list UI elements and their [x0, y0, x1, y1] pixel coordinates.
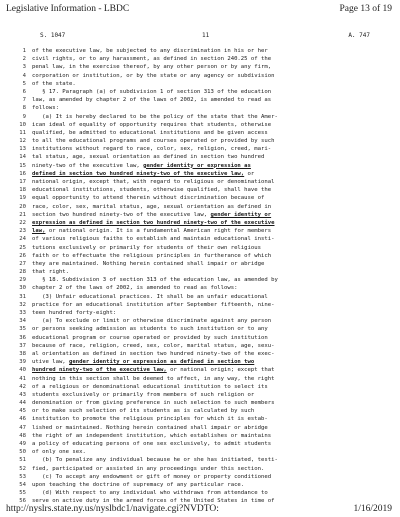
line-number: 48 — [19, 432, 26, 439]
text-line — [10, 399, 392, 407]
line-number: 19 — [19, 195, 26, 202]
line-text-segment: (d) With respect to any individual who withdraws from attendance to — [32, 490, 268, 497]
line-text — [32, 194, 392, 202]
text-line — [10, 113, 392, 121]
line-number: 8 — [22, 105, 26, 112]
line-text — [32, 456, 392, 464]
line-text — [32, 88, 392, 96]
text-line — [10, 219, 392, 227]
line-number: 29 — [19, 277, 26, 284]
line-number: 14 — [19, 154, 26, 161]
inserted-text: gender identity or — [210, 211, 272, 218]
text-line — [10, 211, 392, 219]
line-text-segment: of the executive law, be subjected to any discrimination in his or her — [32, 48, 268, 54]
line-text — [32, 162, 392, 170]
line-text — [32, 473, 392, 481]
line-text — [32, 465, 392, 473]
line-number: 43 — [19, 391, 26, 398]
line-text — [32, 293, 392, 301]
line-text-segment: § 17. Paragraph (a) of subdivision 1 of section 313 of the education — [32, 88, 272, 95]
line-text-segment: fied, participated or assisted in any proceedings under this section. — [32, 465, 265, 472]
line-text-segment: of the state. — [32, 80, 76, 87]
line-text — [32, 153, 392, 161]
inserted-text: gender identity or expression as defined in section two — [69, 359, 255, 366]
text-line — [10, 448, 392, 456]
line-text — [32, 481, 392, 489]
inserted-text: defined in section two hundred ninety-two of the executive law, — [32, 170, 245, 177]
line-text — [32, 366, 392, 374]
line-text-segment: or persons seeking admission as students to such institution or to any — [32, 326, 268, 333]
line-text — [32, 80, 392, 88]
line-text — [32, 399, 392, 407]
line-text-segment: (b) To penalize any individual because he or she has initiated, testi- — [32, 457, 278, 464]
line-text — [32, 375, 392, 383]
text-line — [10, 293, 392, 301]
line-number: 21 — [19, 211, 26, 218]
line-text-segment: equal opportunity to attend therein without discrimination because of — [32, 195, 265, 202]
line-text — [32, 178, 392, 186]
text-line — [10, 366, 392, 374]
text-line — [10, 309, 392, 317]
line-text-segment: (a) It is hereby declared to be the policy of the state that the Amer- — [32, 113, 278, 120]
line-text-segment: educational program or course operated or provided by such institution — [32, 334, 268, 341]
page-url: http://nyslrs.state.ny.us/nyslbdc1/navigate.cgi?NVDTO: — [6, 504, 219, 514]
line-text — [32, 334, 392, 342]
text-line — [10, 145, 392, 153]
text-line — [10, 80, 392, 88]
bill-number: S. 1047 — [40, 32, 66, 39]
line-text-segment: (a) To exclude or limit or otherwise discriminate against any person — [32, 318, 272, 325]
print-date: 1/16/2019 — [353, 504, 392, 514]
line-number: 32 — [19, 301, 26, 308]
line-text-segment: denomination or from giving preference in such selection to such members — [32, 400, 275, 407]
text-line — [10, 96, 392, 104]
text-line — [10, 55, 392, 63]
line-text — [32, 415, 392, 423]
text-line — [10, 186, 392, 194]
text-line — [10, 407, 392, 415]
line-text-segment: (c) To accept any endowment or gift of money or property conditioned — [32, 473, 272, 480]
text-line — [10, 350, 392, 358]
line-text — [32, 55, 392, 63]
text-line — [10, 481, 392, 489]
line-text-segment: al orientation as defined in section two hundred ninety-two of the exec- — [32, 350, 275, 357]
line-text — [32, 301, 392, 309]
line-number: 15 — [19, 162, 26, 169]
line-text-segment: race, color, sex, marital status, age, sexual orientation as defined in — [32, 203, 272, 210]
line-text-segment: section two hundred ninety-two of the executive law, — [32, 211, 211, 218]
line-text-segment: qualified, be admitted to educational institutions and be given access — [32, 129, 268, 136]
line-number: 5 — [22, 80, 26, 87]
line-text — [32, 96, 392, 104]
line-text — [32, 113, 392, 121]
line-text — [32, 489, 392, 497]
line-number: 52 — [19, 465, 26, 472]
line-text-segment: national origin, except that, with regard to religious or denominational — [32, 179, 275, 185]
text-line — [10, 276, 392, 284]
line-text — [32, 137, 392, 145]
line-text-segment: law, as amended by chapter 2 of the laws of 2002, is amended to read as — [32, 97, 272, 104]
text-line — [10, 440, 392, 448]
line-number: 13 — [19, 146, 26, 153]
text-line — [10, 194, 392, 202]
line-text-segment: or — [244, 170, 255, 177]
line-number: 38 — [19, 350, 26, 357]
text-line — [10, 301, 392, 309]
line-text-segment: tutions exclusively or primarily for students of their own religious — [32, 244, 262, 251]
line-text-segment: faith or to effectuate the religious principles in furtherance of which — [32, 252, 272, 259]
text-line — [10, 72, 392, 80]
line-text — [32, 203, 392, 211]
line-number: 28 — [19, 269, 26, 276]
line-number: 49 — [19, 441, 26, 447]
line-text — [32, 252, 392, 260]
line-text — [32, 424, 392, 432]
line-number: 36 — [19, 334, 26, 341]
text-line — [10, 268, 392, 276]
text-line — [10, 456, 392, 464]
text-line — [10, 424, 392, 432]
line-text-segment: upon teaching the doctrine of supremacy of any particular race. — [32, 481, 245, 488]
line-text — [32, 448, 392, 456]
line-text — [32, 383, 392, 391]
line-number: 53 — [19, 473, 26, 480]
line-text-segment: that right. — [32, 269, 70, 276]
text-line — [10, 162, 392, 170]
line-text-segment: institutions without regard to race, color, sex, religion, creed, mari- — [32, 146, 272, 153]
line-number: 54 — [19, 481, 26, 488]
line-text — [32, 432, 392, 440]
text-line — [10, 137, 392, 145]
line-text — [32, 276, 392, 284]
bill-text — [10, 47, 392, 506]
text-line — [10, 284, 392, 292]
line-number: 25 — [19, 244, 26, 251]
line-number: 37 — [19, 342, 26, 349]
line-text-segment: practice for an educational institution after September fifteenth, nine- — [32, 301, 275, 308]
bill-header — [40, 31, 370, 41]
line-text-segment: § 18. Subdivision 3 of section 313 of the education law, as amended by — [32, 277, 278, 284]
line-text — [32, 244, 392, 252]
text-line — [10, 383, 392, 391]
line-number: 22 — [19, 219, 26, 226]
text-line — [10, 358, 392, 366]
text-line — [10, 252, 392, 260]
line-text-segment: of only one sex. — [32, 449, 86, 456]
line-text-segment: utive law, — [32, 359, 70, 366]
line-text — [32, 211, 392, 219]
line-number: 6 — [22, 88, 26, 95]
line-text — [32, 317, 392, 325]
line-text — [32, 391, 392, 399]
text-line — [10, 317, 392, 325]
line-number: 27 — [19, 260, 26, 267]
line-text-segment: penal law, in the exercise thereof, by any other person or by any firm, — [32, 64, 272, 71]
line-number: 46 — [19, 416, 26, 423]
line-text — [32, 268, 392, 276]
line-text-segment: students exclusively or primarily from members of such religion or — [32, 391, 255, 398]
text-line — [10, 260, 392, 268]
line-text — [32, 72, 392, 80]
assembly-number: A. 747 — [348, 32, 370, 39]
line-number: 26 — [19, 252, 26, 259]
line-number: 56 — [19, 498, 26, 505]
line-text-segment: they are maintained. Nothing herein contained shall impair or abridge — [32, 260, 265, 267]
source-title: Legislative Information - LBDC — [6, 4, 130, 14]
text-line — [10, 415, 392, 423]
line-text-segment: or national origin; except that — [166, 367, 275, 374]
line-text-segment: educational institutions, students, otherwise qualified, shall have the — [32, 187, 272, 194]
line-text — [32, 325, 392, 333]
line-text-segment: nothing in this section shall be deemed to affect, in any way, the right — [32, 375, 275, 382]
line-number: 7 — [22, 97, 26, 104]
line-number: 31 — [19, 293, 26, 300]
line-text-segment: ican ideal of equality of opportunity requires that students, otherwise — [32, 121, 272, 128]
line-text — [32, 227, 392, 235]
line-number: 12 — [19, 138, 26, 145]
line-text-segment: chapter 2 of the laws of 2002, is amended to read as follows: — [32, 285, 238, 292]
text-line — [10, 432, 392, 440]
line-text — [32, 260, 392, 268]
line-number: 35 — [19, 326, 26, 333]
line-text — [32, 219, 392, 227]
line-text-segment: or national origin. It is a fundamental American right for members — [45, 228, 272, 235]
line-text — [32, 235, 392, 243]
line-text — [32, 104, 392, 112]
text-line — [10, 227, 392, 235]
text-line — [10, 334, 392, 342]
line-number: 44 — [19, 400, 26, 407]
line-number: 23 — [19, 228, 26, 235]
text-line — [10, 47, 392, 55]
line-number: 42 — [19, 383, 26, 390]
text-line — [10, 489, 392, 497]
line-text-segment: follows: — [32, 105, 59, 112]
line-text — [32, 407, 392, 415]
line-number: 3 — [22, 64, 26, 71]
text-line — [10, 153, 392, 161]
line-text-segment: lished or maintained. Nothing herein contained shall impair or abridge — [32, 424, 268, 431]
text-line — [10, 104, 392, 112]
line-text-segment: institution to promote the religious principles for which it is estab- — [32, 416, 268, 423]
line-number: 30 — [19, 285, 26, 292]
inserted-text: hundred ninety-two of the executive law, — [32, 367, 167, 374]
inserted-text: expression as defined in section two hundred ninety-two of the executive — [32, 219, 275, 226]
line-text-segment: corporation or institution, or by the state or any agency or subdivision — [32, 72, 275, 79]
line-text-segment: because of race, religion, creed, sex, color, marital status, age, sexu- — [32, 342, 275, 349]
line-text-segment: or to make such selection of its students as is calculated by such — [32, 408, 255, 415]
line-number: 51 — [19, 457, 26, 464]
line-number: 39 — [19, 359, 26, 366]
line-number: 4 — [22, 72, 26, 79]
bill-page-number: 11 — [202, 32, 210, 39]
inserted-text: law, — [32, 228, 46, 235]
line-text — [32, 440, 392, 448]
line-number: 45 — [19, 408, 26, 415]
line-text-segment: a policy of educating persons of one sex exclusively, to admit students — [32, 441, 272, 447]
line-text-segment: civil rights, or to any harassment, as defined in section 240.25 of the — [32, 56, 272, 63]
text-line — [10, 88, 392, 96]
line-text-segment: ninety-two of the executive law, — [32, 162, 144, 169]
line-number: 34 — [19, 318, 26, 325]
line-text-segment: (3) Unfair educational practices. It shall be an unfair educational — [32, 293, 268, 300]
line-text — [32, 358, 392, 366]
line-number: 50 — [19, 449, 26, 456]
text-line — [10, 244, 392, 252]
line-text-segment: of a religious or denominational educational institution to select its — [32, 383, 268, 390]
inserted-text: gender identity or expression as — [143, 162, 251, 169]
line-number: 18 — [19, 187, 26, 194]
line-number: 9 — [22, 113, 26, 120]
line-number: 41 — [19, 375, 26, 382]
page-counter: Page 13 of 19 — [339, 4, 392, 14]
text-line — [10, 473, 392, 481]
line-text-segment: of various religious faiths to establish and maintain educational insti- — [32, 236, 275, 243]
line-text — [32, 129, 392, 137]
line-number: 47 — [19, 424, 26, 431]
line-number: 55 — [19, 490, 26, 497]
line-text-segment: the right of an independent institution, which establishes or maintains — [32, 432, 272, 439]
text-line — [10, 375, 392, 383]
line-number: 11 — [19, 129, 26, 136]
line-text-segment: to all the educational programs and courses operated or provided by such — [32, 138, 275, 145]
text-line — [10, 170, 392, 178]
text-line — [10, 235, 392, 243]
line-number: 10 — [19, 121, 26, 128]
line-text-segment: serve on active duty in the armed forces of the United States in time of — [32, 498, 275, 505]
line-number: 1 — [22, 48, 26, 54]
text-line — [10, 121, 392, 129]
text-line — [10, 129, 392, 137]
line-number: 2 — [22, 56, 26, 63]
line-number: 33 — [19, 310, 26, 316]
text-line — [10, 342, 392, 350]
line-text — [32, 309, 392, 317]
text-line — [10, 63, 392, 71]
line-number: 16 — [19, 170, 26, 177]
text-line — [10, 391, 392, 399]
line-text — [32, 284, 392, 292]
text-line — [10, 178, 392, 186]
text-line — [10, 325, 392, 333]
text-line — [10, 465, 392, 473]
line-text — [32, 121, 392, 129]
line-text — [32, 350, 392, 358]
line-text-segment: teen hundred forty-eight: — [32, 310, 117, 316]
line-text-segment: tal status, age, sexual orientation as defined in section two hundred — [32, 154, 265, 161]
line-text — [32, 170, 392, 178]
line-text — [32, 145, 392, 153]
line-number: 20 — [19, 203, 26, 210]
line-text — [32, 47, 392, 55]
line-text — [32, 342, 392, 350]
line-text — [32, 63, 392, 71]
line-number: 40 — [19, 367, 26, 374]
line-number: 24 — [19, 236, 26, 243]
text-line — [10, 203, 392, 211]
line-number: 17 — [19, 179, 26, 185]
line-text — [32, 186, 392, 194]
